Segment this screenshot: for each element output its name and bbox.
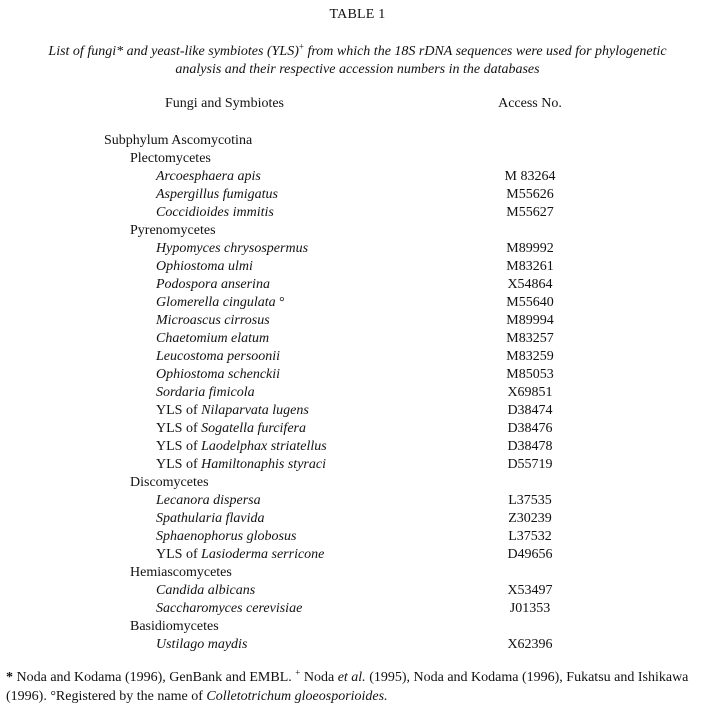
- accession-number: D38478: [507, 439, 553, 454]
- accession-number: J01353: [509, 601, 551, 616]
- caption-superscript: +: [298, 41, 304, 52]
- accession-number: D38474: [507, 403, 553, 418]
- accession-number: D38476: [507, 421, 553, 436]
- accession-number: M89994: [506, 313, 554, 328]
- accession-number: M55640: [506, 295, 554, 310]
- footnote-star: *: [6, 670, 13, 685]
- taxon-group-name: [130, 564, 232, 582]
- accession-number: L37535: [508, 493, 552, 508]
- footnote-et-al: et al.: [337, 670, 366, 685]
- accession-number: M89992: [506, 241, 554, 256]
- organism-name: [156, 186, 278, 204]
- accession-number: M83257: [506, 331, 554, 346]
- table-row: [0, 402, 715, 420]
- organism-name: [156, 204, 274, 222]
- table-row: [0, 348, 715, 366]
- footnote-text-3: (1995), Noda and Kodama (1996), Fukatsu and Ishikawa (1996). °Registered by the name of: [6, 670, 689, 704]
- table-group-row: [0, 222, 715, 240]
- name-italic: Chaetomium elatum: [156, 331, 270, 346]
- table-row: [0, 294, 715, 312]
- name-italic: Sordaria fimicola: [156, 385, 255, 400]
- name-italic: Hamiltonaphis styraci: [201, 457, 326, 472]
- name-italic: Spathularia flavida: [156, 511, 265, 526]
- table-row: [0, 312, 715, 330]
- table-row: [0, 510, 715, 528]
- name-prefix: Hemiascomycetes: [130, 565, 232, 580]
- table-row: [0, 546, 715, 564]
- accession-number: X53497: [507, 583, 553, 598]
- organism-name: [156, 600, 302, 618]
- table-row: [0, 492, 715, 510]
- organism-name: [156, 582, 255, 600]
- caption-text-part2: from which the 18S rDNA sequences were used for phylogenetic analysis and their respective accession numbers in the databases: [175, 44, 667, 77]
- table-row: [0, 330, 715, 348]
- table-footnote: [6, 668, 711, 706]
- organism-name: [156, 366, 280, 384]
- name-italic: Sphaenophorus globosus: [156, 529, 297, 544]
- organism-name: [156, 312, 270, 330]
- name-prefix: YLS of: [156, 547, 202, 562]
- organism-name: [156, 546, 324, 564]
- organism-name: [156, 492, 261, 510]
- organism-name: [156, 528, 296, 546]
- table-row: [0, 384, 715, 402]
- accession-number: X54864: [507, 277, 553, 292]
- header-access-no: Access No.: [498, 96, 562, 111]
- organism-name: [156, 456, 326, 474]
- footnote-plus: +: [295, 667, 301, 678]
- table-row: [0, 186, 715, 204]
- name-prefix: YLS of: [156, 403, 202, 418]
- accession-number: M83261: [506, 259, 554, 274]
- table-row: [0, 420, 715, 438]
- taxon-group-name: [130, 474, 209, 492]
- organism-name: [156, 330, 269, 348]
- accession-number: X62396: [507, 637, 553, 652]
- name-italic: Podospora anserina: [156, 277, 270, 292]
- organism-name: [156, 636, 247, 654]
- name-italic: Microascus cirrosus: [156, 313, 270, 328]
- table-group-row: [0, 132, 715, 150]
- table-row: [0, 276, 715, 294]
- name-prefix: Plectomycetes: [130, 151, 211, 166]
- table-row: [0, 366, 715, 384]
- organism-name: [156, 168, 261, 186]
- table-row: [0, 258, 715, 276]
- name-prefix: Basidiomycetes: [130, 619, 219, 634]
- name-italic: Laodelphax striatellus: [201, 439, 327, 454]
- name-italic: Lasioderma serricone: [201, 547, 325, 562]
- table-group-row: [0, 150, 715, 168]
- table-caption: [28, 43, 687, 79]
- accession-number: X69851: [507, 385, 553, 400]
- taxon-group-name: [130, 222, 216, 240]
- table-group-row: [0, 474, 715, 492]
- caption-text-part1: List of fungi* and yeast-like symbiotes (YLS): [48, 44, 299, 59]
- header-fungi-and-symbiotes: Fungi and Symbiotes: [165, 96, 285, 111]
- accession-number: M85053: [506, 367, 554, 382]
- accession-number: D55719: [507, 457, 553, 472]
- name-italic: Glomerella cingulata: [156, 295, 276, 310]
- organism-name: [156, 384, 255, 402]
- accession-number: M83259: [506, 349, 554, 364]
- table-row: [0, 438, 715, 456]
- name-italic: Ustilago maydis: [156, 637, 248, 652]
- footnote-species: Colletotrichum gloeosporioides.: [206, 689, 388, 704]
- accession-number: M55626: [506, 187, 554, 202]
- organism-name: [156, 420, 306, 438]
- organism-name: [156, 438, 327, 456]
- accession-number: M 83264: [504, 169, 556, 184]
- name-italic: Saccharomyces cerevisiae: [156, 601, 303, 616]
- name-italic: Hypomyces chrysospermus: [156, 241, 309, 256]
- name-prefix: Discomycetes: [130, 475, 209, 490]
- table-row: [0, 636, 715, 654]
- name-prefix: Pyrenomycetes: [130, 223, 216, 238]
- name-prefix: YLS of: [156, 439, 202, 454]
- organism-name: [156, 258, 253, 276]
- name-prefix: YLS of: [156, 421, 202, 436]
- name-italic: Lecanora dispersa: [156, 493, 261, 508]
- taxon-group-name: [130, 150, 211, 168]
- accession-number: Z30239: [508, 511, 552, 526]
- footnote-text-1: Noda and Kodama (1996), GenBank and EMBL.: [13, 670, 296, 685]
- name-italic: Coccidioides immitis: [156, 205, 274, 220]
- table-row: [0, 456, 715, 474]
- taxon-group-name: [104, 132, 252, 150]
- accession-number: M55627: [506, 205, 554, 220]
- table-body: [0, 132, 715, 654]
- table-row: [0, 204, 715, 222]
- name-italic: Nilaparvata lugens: [201, 403, 309, 418]
- organism-name: [156, 348, 280, 366]
- table-group-row: [0, 564, 715, 582]
- table-row: [0, 582, 715, 600]
- organism-name: [156, 294, 285, 312]
- name-italic: Aspergillus fumigatus: [156, 187, 278, 202]
- name-italic: Sogatella furcifera: [201, 421, 306, 436]
- table-title: TABLE 1: [329, 7, 386, 22]
- name-italic: Ophiostoma ulmi: [156, 259, 253, 274]
- name-suffix: °: [275, 295, 285, 310]
- organism-name: [156, 276, 270, 294]
- organism-name: [156, 240, 308, 258]
- table-row: [0, 168, 715, 186]
- accession-number: D49656: [507, 547, 553, 562]
- organism-name: [156, 510, 265, 528]
- name-italic: Leucostoma persoonii: [156, 349, 281, 364]
- taxon-group-name: [130, 618, 219, 636]
- name-italic: Ophiostoma schenckii: [156, 367, 281, 382]
- name-italic: Candida albicans: [156, 583, 256, 598]
- name-italic: Arcoesphaera apis: [156, 169, 261, 184]
- table-row: [0, 528, 715, 546]
- table-header: [0, 96, 715, 114]
- name-prefix: Subphylum Ascomycotina: [104, 133, 253, 148]
- organism-name: [156, 402, 309, 420]
- name-prefix: YLS of: [156, 457, 202, 472]
- table-group-row: [0, 618, 715, 636]
- table-row: [0, 240, 715, 258]
- accession-number: L37532: [508, 529, 552, 544]
- table-row: [0, 600, 715, 618]
- footnote-text-2: Noda: [300, 670, 338, 685]
